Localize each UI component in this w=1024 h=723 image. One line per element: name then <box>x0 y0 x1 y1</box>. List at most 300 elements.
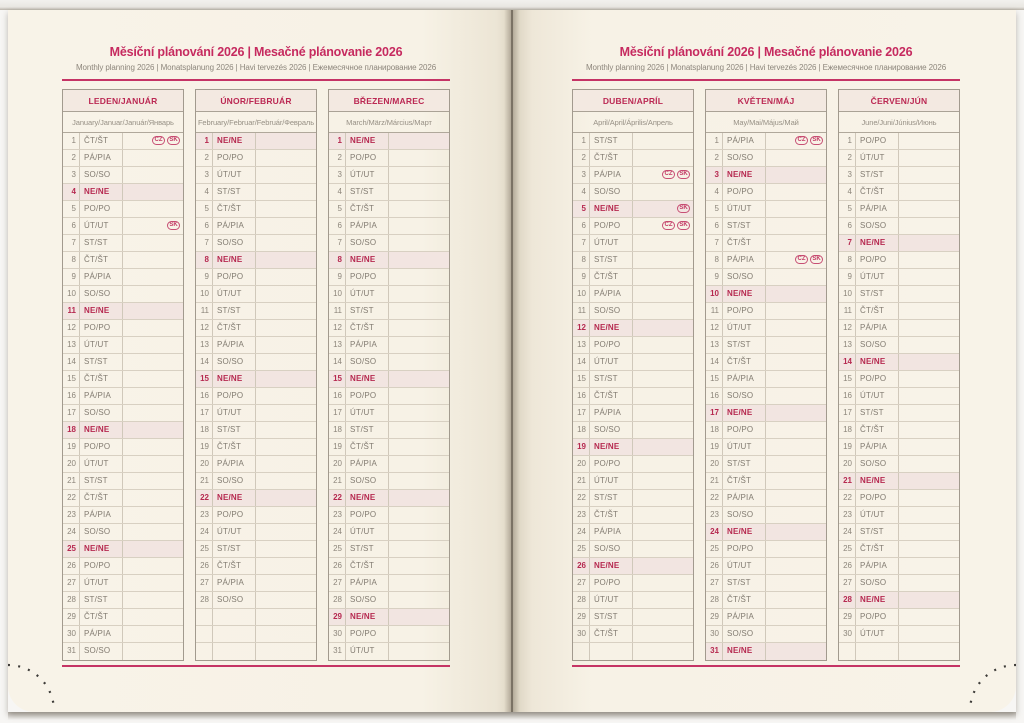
day-number: 8 <box>573 252 590 268</box>
day-label: NE/NE <box>590 320 633 336</box>
day-notes-cell <box>123 422 183 438</box>
day-number <box>196 609 213 625</box>
day-row <box>839 303 959 320</box>
day-notes-cell <box>633 337 693 353</box>
day-number: 12 <box>63 320 80 336</box>
day-row <box>706 269 826 286</box>
day-label: NE/NE <box>346 133 389 149</box>
day-number: 24 <box>196 524 213 540</box>
day-label: PO/PO <box>856 133 899 149</box>
day-number: 6 <box>706 218 723 234</box>
day-label: ČT/ŠT <box>80 371 123 387</box>
day-label: PÁ/PIA <box>856 201 899 217</box>
day-number: 30 <box>63 626 80 642</box>
day-label: ST/ST <box>590 490 633 506</box>
day-number: 8 <box>196 252 213 268</box>
day-number: 31 <box>706 643 723 660</box>
day-row <box>63 490 183 507</box>
day-notes-cell <box>899 371 959 387</box>
day-notes-cell <box>899 490 959 506</box>
day-number <box>573 643 590 660</box>
month-tables-right <box>572 89 960 661</box>
day-number: 23 <box>329 507 346 523</box>
day-notes-cell <box>633 422 693 438</box>
day-label: PO/PO <box>80 439 123 455</box>
day-notes-cell <box>633 269 693 285</box>
left-page <box>8 10 512 712</box>
day-notes-cell <box>766 184 826 200</box>
page-title: Měsíční plánování 2026 | Mesačné plánovanie 2026 <box>109 45 403 59</box>
day-label: ÚT/UT <box>213 524 256 540</box>
day-notes-cell <box>123 609 183 625</box>
day-row <box>573 456 693 473</box>
day-row <box>839 252 959 269</box>
day-row <box>839 167 959 184</box>
day-notes-cell <box>633 133 693 149</box>
day-label: ČT/ŠT <box>590 388 633 404</box>
day-number: 11 <box>839 303 856 319</box>
day-notes-cell <box>899 439 959 455</box>
day-row <box>839 609 959 626</box>
day-number: 8 <box>329 252 346 268</box>
day-label: NE/NE <box>346 371 389 387</box>
day-notes-cell <box>389 201 449 217</box>
day-row <box>196 303 316 320</box>
day-number: 24 <box>329 524 346 540</box>
day-notes-cell <box>899 150 959 166</box>
day-row <box>63 507 183 524</box>
day-number: 2 <box>329 150 346 166</box>
day-row <box>706 558 826 575</box>
day-number: 22 <box>706 490 723 506</box>
day-label: PO/PO <box>590 337 633 353</box>
day-row <box>706 422 826 439</box>
day-notes-cell <box>633 439 693 455</box>
day-notes-cell <box>389 354 449 370</box>
day-notes-cell <box>389 337 449 353</box>
day-row <box>706 235 826 252</box>
day-label: PO/PO <box>590 575 633 591</box>
day-number: 5 <box>706 201 723 217</box>
day-notes-cell <box>389 524 449 540</box>
day-number: 1 <box>329 133 346 149</box>
day-notes-cell <box>123 439 183 455</box>
day-notes-cell <box>766 490 826 506</box>
day-number: 11 <box>706 303 723 319</box>
day-row <box>839 150 959 167</box>
day-label <box>213 626 256 642</box>
day-notes-cell <box>256 201 316 217</box>
day-row <box>329 337 449 354</box>
day-notes-cell <box>389 592 449 608</box>
day-row <box>63 558 183 575</box>
day-number: 17 <box>839 405 856 421</box>
day-notes-cell <box>899 133 959 149</box>
day-number: 27 <box>839 575 856 591</box>
month-table-january <box>62 89 184 661</box>
day-label: ST/ST <box>856 524 899 540</box>
day-label: SO/SO <box>346 473 389 489</box>
day-notes-cell <box>256 320 316 336</box>
day-label: PO/PO <box>213 388 256 404</box>
day-number: 25 <box>839 541 856 557</box>
day-number: 14 <box>706 354 723 370</box>
day-number: 19 <box>706 439 723 455</box>
day-notes-cell <box>633 218 693 234</box>
day-row <box>63 218 183 235</box>
day-label: PO/PO <box>723 303 766 319</box>
day-number: 10 <box>573 286 590 302</box>
day-label: SO/SO <box>856 337 899 353</box>
day-notes-cell <box>256 150 316 166</box>
day-label: ČT/ŠT <box>346 201 389 217</box>
day-notes-cell <box>389 167 449 183</box>
day-label: PÁ/PIA <box>856 439 899 455</box>
day-number: 18 <box>839 422 856 438</box>
day-row <box>329 456 449 473</box>
day-notes-cell <box>389 320 449 336</box>
month-header: BŘEZEN/MAREC <box>329 90 449 112</box>
day-row <box>573 133 693 150</box>
day-label: ST/ST <box>590 252 633 268</box>
month-days <box>573 133 693 660</box>
day-row <box>63 320 183 337</box>
day-row <box>329 201 449 218</box>
day-number: 15 <box>196 371 213 387</box>
month-subheader: May/Mai/Május/Май <box>706 112 826 133</box>
day-label: ČT/ŠT <box>723 354 766 370</box>
day-notes-cell <box>766 337 826 353</box>
day-number: 21 <box>329 473 346 489</box>
day-notes-cell <box>389 133 449 149</box>
day-number: 23 <box>573 507 590 523</box>
day-label: PO/PO <box>856 490 899 506</box>
day-row <box>706 609 826 626</box>
day-label: ČT/ŠT <box>856 422 899 438</box>
day-label: ST/ST <box>213 541 256 557</box>
day-notes-cell <box>256 456 316 472</box>
day-label: ST/ST <box>723 575 766 591</box>
day-row <box>196 337 316 354</box>
day-notes-cell <box>256 252 316 268</box>
holiday-badge-cz-icon: CZ <box>662 221 675 230</box>
day-row <box>63 405 183 422</box>
day-row <box>839 388 959 405</box>
day-notes-cell <box>389 541 449 557</box>
day-row <box>573 609 693 626</box>
day-number: 26 <box>839 558 856 574</box>
day-number: 26 <box>196 558 213 574</box>
day-notes-cell <box>633 320 693 336</box>
day-number: 7 <box>196 235 213 251</box>
day-notes-cell <box>633 609 693 625</box>
day-row <box>706 626 826 643</box>
day-notes-cell <box>766 354 826 370</box>
day-label: ÚT/UT <box>590 592 633 608</box>
day-number: 10 <box>329 286 346 302</box>
day-number: 12 <box>706 320 723 336</box>
day-notes-cell <box>389 303 449 319</box>
day-label: ČT/ŠT <box>856 541 899 557</box>
day-number: 6 <box>63 218 80 234</box>
day-notes-cell <box>899 609 959 625</box>
day-notes-cell <box>123 473 183 489</box>
day-label: ÚT/UT <box>856 150 899 166</box>
day-notes-cell <box>633 626 693 642</box>
day-row <box>706 575 826 592</box>
day-notes-cell <box>256 388 316 404</box>
day-notes-cell <box>766 524 826 540</box>
day-number: 10 <box>63 286 80 302</box>
day-number: 4 <box>573 184 590 200</box>
day-row <box>329 354 449 371</box>
day-notes-cell <box>766 133 826 149</box>
day-row <box>329 507 449 524</box>
day-label: ST/ST <box>213 303 256 319</box>
day-label: ÚT/UT <box>590 235 633 251</box>
month-table-may <box>705 89 827 661</box>
day-label: NE/NE <box>856 235 899 251</box>
day-label: ÚT/UT <box>213 286 256 302</box>
day-label: NE/NE <box>213 133 256 149</box>
day-label: SO/SO <box>723 507 766 523</box>
bottom-rule <box>572 665 960 667</box>
day-notes-cell <box>256 371 316 387</box>
day-label: PÁ/PIA <box>723 609 766 625</box>
day-row <box>839 473 959 490</box>
day-row <box>63 150 183 167</box>
day-number: 18 <box>329 422 346 438</box>
day-label: NE/NE <box>590 558 633 574</box>
day-row <box>329 609 449 626</box>
day-notes-cell <box>633 252 693 268</box>
day-notes-cell <box>899 592 959 608</box>
day-label: SO/SO <box>80 167 123 183</box>
day-notes-cell <box>633 405 693 421</box>
day-notes-cell <box>766 303 826 319</box>
day-label: PÁ/PIA <box>723 371 766 387</box>
day-row <box>839 524 959 541</box>
day-row <box>196 218 316 235</box>
day-label: SO/SO <box>80 524 123 540</box>
day-notes-cell <box>633 592 693 608</box>
day-notes-cell <box>123 490 183 506</box>
day-notes-cell <box>766 405 826 421</box>
day-row <box>196 167 316 184</box>
day-number: 10 <box>839 286 856 302</box>
day-number: 23 <box>706 507 723 523</box>
day-number: 6 <box>573 218 590 234</box>
day-notes-cell <box>123 354 183 370</box>
day-row <box>706 286 826 303</box>
day-number: 20 <box>706 456 723 472</box>
day-number: 31 <box>63 643 80 660</box>
day-number: 3 <box>839 167 856 183</box>
day-label: ST/ST <box>346 184 389 200</box>
day-label: ÚT/UT <box>346 286 389 302</box>
day-notes-cell <box>389 184 449 200</box>
day-notes-cell <box>766 507 826 523</box>
day-label: ST/ST <box>80 354 123 370</box>
day-notes-cell <box>256 167 316 183</box>
day-notes-cell <box>256 507 316 523</box>
day-label: ČT/ŠT <box>213 439 256 455</box>
day-notes-cell <box>123 456 183 472</box>
day-notes-cell <box>256 524 316 540</box>
day-notes-cell <box>389 643 449 660</box>
day-label: ST/ST <box>213 184 256 200</box>
day-label: ČT/ŠT <box>723 473 766 489</box>
day-number: 9 <box>329 269 346 285</box>
day-label: ST/ST <box>723 218 766 234</box>
day-label: ÚT/UT <box>80 575 123 591</box>
day-label: SO/SO <box>346 354 389 370</box>
day-number: 22 <box>329 490 346 506</box>
holiday-badge-sk-icon: SK <box>810 255 823 264</box>
day-number: 18 <box>706 422 723 438</box>
day-number: 27 <box>63 575 80 591</box>
day-row <box>63 337 183 354</box>
day-row <box>573 167 693 184</box>
day-notes-cell <box>256 490 316 506</box>
day-label: ČT/ŠT <box>213 201 256 217</box>
day-row <box>573 269 693 286</box>
day-label: ÚT/UT <box>590 354 633 370</box>
day-label: ÚT/UT <box>723 201 766 217</box>
day-number: 30 <box>573 626 590 642</box>
day-row <box>573 286 693 303</box>
day-number: 11 <box>196 303 213 319</box>
day-label: ST/ST <box>590 371 633 387</box>
day-row <box>196 643 316 660</box>
day-label: PO/PO <box>723 422 766 438</box>
day-label: PÁ/PIA <box>80 626 123 642</box>
day-notes-cell <box>123 269 183 285</box>
day-notes-cell <box>123 388 183 404</box>
day-label: NE/NE <box>346 252 389 268</box>
day-notes-cell <box>633 541 693 557</box>
day-notes-cell <box>256 303 316 319</box>
day-notes-cell <box>899 269 959 285</box>
day-notes-cell <box>256 592 316 608</box>
day-label: ST/ST <box>723 456 766 472</box>
day-number: 12 <box>196 320 213 336</box>
day-number: 2 <box>839 150 856 166</box>
day-notes-cell <box>123 643 183 660</box>
day-notes-cell <box>633 150 693 166</box>
day-row <box>706 150 826 167</box>
day-number: 28 <box>329 592 346 608</box>
holiday-badge-sk-icon: SK <box>167 136 180 145</box>
day-notes-cell <box>389 405 449 421</box>
day-number: 22 <box>573 490 590 506</box>
day-number: 22 <box>196 490 213 506</box>
day-notes-cell <box>123 303 183 319</box>
month-subheader: June/Juni/Június/Июнь <box>839 112 959 133</box>
day-label: SO/SO <box>856 218 899 234</box>
day-notes-cell <box>899 252 959 268</box>
month-days <box>329 133 449 660</box>
day-row <box>329 422 449 439</box>
day-notes-cell <box>389 150 449 166</box>
day-label: ST/ST <box>590 609 633 625</box>
day-number: 13 <box>196 337 213 353</box>
day-label: ÚT/UT <box>856 269 899 285</box>
day-notes-cell <box>389 252 449 268</box>
day-label: PO/PO <box>80 558 123 574</box>
day-label: NE/NE <box>856 354 899 370</box>
day-label: SO/SO <box>80 286 123 302</box>
day-notes-cell <box>389 218 449 234</box>
holiday-badge-cz-icon: CZ <box>795 136 808 145</box>
day-number: 17 <box>329 405 346 421</box>
day-number: 17 <box>573 405 590 421</box>
day-number: 17 <box>63 405 80 421</box>
day-label: NE/NE <box>723 167 766 183</box>
day-number: 20 <box>573 456 590 472</box>
day-label: ÚT/UT <box>590 473 633 489</box>
day-notes-cell <box>899 354 959 370</box>
month-subheader: January/Januar/Január/Январь <box>63 112 183 133</box>
day-row <box>573 524 693 541</box>
day-number: 29 <box>329 609 346 625</box>
day-row <box>196 439 316 456</box>
day-notes-cell <box>899 575 959 591</box>
day-number: 8 <box>706 252 723 268</box>
day-number: 2 <box>63 150 80 166</box>
day-label: PO/PO <box>346 507 389 523</box>
day-notes-cell <box>389 490 449 506</box>
day-label: ČT/ŠT <box>590 150 633 166</box>
day-number: 4 <box>706 184 723 200</box>
day-row <box>329 167 449 184</box>
day-row <box>839 354 959 371</box>
day-number: 14 <box>573 354 590 370</box>
day-label: SO/SO <box>856 456 899 472</box>
day-row <box>196 388 316 405</box>
day-label: ČT/ŠT <box>213 320 256 336</box>
day-row <box>196 575 316 592</box>
day-row <box>706 201 826 218</box>
day-number <box>196 643 213 660</box>
day-row <box>573 337 693 354</box>
day-row <box>839 371 959 388</box>
day-number: 16 <box>706 388 723 404</box>
day-notes-cell <box>389 456 449 472</box>
day-notes-cell <box>766 609 826 625</box>
day-row <box>706 643 826 660</box>
day-notes-cell <box>766 218 826 234</box>
page-subtitle: Monthly planning 2026 | Monatsplanung 2026 | Havi tervezés 2026 | Ежемесячное планирование 2026 <box>585 63 947 72</box>
day-row <box>63 575 183 592</box>
day-row <box>63 303 183 320</box>
day-label: ČT/ŠT <box>723 235 766 251</box>
day-number: 9 <box>839 269 856 285</box>
day-number: 24 <box>63 524 80 540</box>
day-label: PÁ/PIA <box>346 575 389 591</box>
day-label: NE/NE <box>346 609 389 625</box>
day-label: PÁ/PIA <box>856 558 899 574</box>
day-label: SO/SO <box>213 592 256 608</box>
page-title: Měsíční plánování 2026 | Mesačné plánovanie 2026 <box>619 45 913 59</box>
day-row <box>63 201 183 218</box>
day-label: NE/NE <box>213 490 256 506</box>
day-number: 1 <box>196 133 213 149</box>
day-number: 13 <box>573 337 590 353</box>
day-row <box>329 150 449 167</box>
day-label: PO/PO <box>346 626 389 642</box>
day-row <box>706 218 826 235</box>
